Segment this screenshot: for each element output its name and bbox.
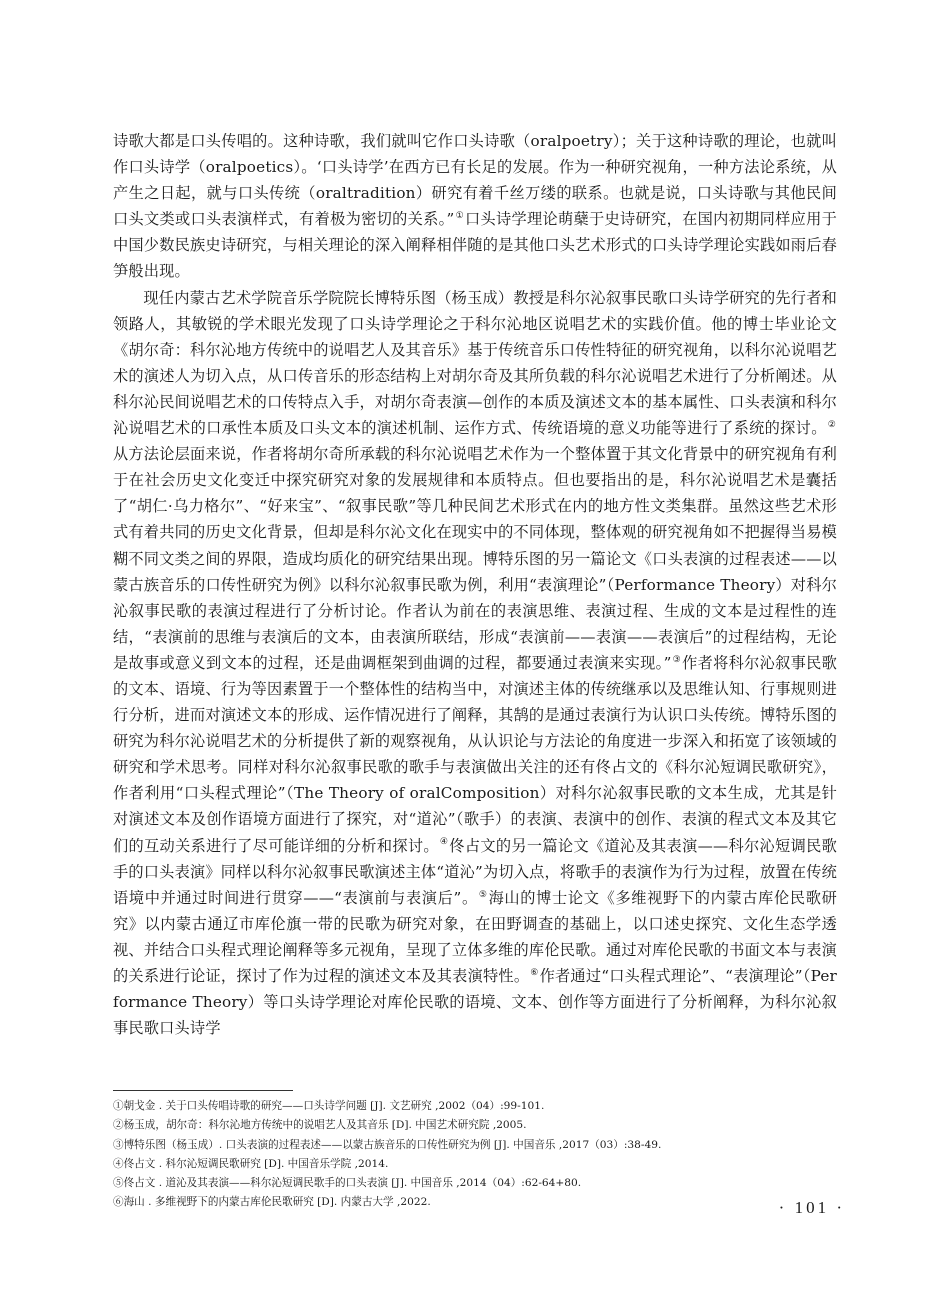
footnote-item: ②杨玉成，胡尔奇：科尔沁地方传统中的说唱艺人及其音乐 [D]. 中国艺术研究院 ,2005. [113,1119,527,1132]
footnote-item: ④佟占文 . 科尔沁短调民歌研究 [D]. 中国音乐学院 ,2014. [113,1157,389,1170]
paragraph-text: 口头诗学理论萌蘖于史诗研究，在国内初期同样应用于中国少数民族史诗研究，与相关理论的深入阐释相伴随的是其他口头艺术形式的口头诗学理论实践如雨后春笋般出现。 [113,210,837,281]
footnote-marker[interactable]: ③ [672,654,682,665]
body-paragraph [113,285,837,1042]
footnote-divider [113,1090,293,1091]
footnote-item: ⑥海山 . 多维视野下的内蒙古库伦民歌研究 [D]. 内蒙古大学 ,2022. [113,1196,431,1209]
paragraph-text: 佟占文的另一篇论文《道沁及其表演——科尔沁短调民歌手的口头表演》同样以科尔沁叙事民歌演述主体“道沁”为切入点，将歌手的表演作为行为过程，放置在传统语境中并通过时间进行贯穿——“表演前与表演后”。 [113,836,837,907]
paragraph-text: 海山的博士论文《多维视野下的内蒙古库伦民歌研究》以内蒙古通辽市库伦旗一带的民歌为研究对象，在田野调查的基础上，以口述史探究、文化生态学透视、并结合口头程式理论阐释等多元视角，呈现了立体多维的库伦民歌。通过对库伦民歌的书面文本与表演的关系进行论证，探讨了作为过程的演述文本及其表演特性。 [113,888,837,985]
footnote-marker[interactable]: ① [455,211,464,222]
page-number: · 101 · [778,1198,845,1217]
footnote-marker[interactable]: ⑤ [478,889,488,900]
paragraph-text: 作者通过“口头程式理论”、“表演理论”（Performance Theory）等口头诗学理论对库伦民歌的语境、文本、创作等方面进行了分析阐释，为科尔沁叙事民歌口头诗学 [113,967,838,1038]
paragraph-text: 从方法论层面来说，作者将胡尔奇所承载的科尔沁说唱艺术作为一个整体置于其文化背景中的研究视角有利于在社会历史文化变迁中探究研究对象的发展规律和本质特点。但也要指出的是，科尔沁说唱艺术是囊括了“胡仁·乌力格尔”、“好来宝”、“叙事民歌”等几种民间艺术形式在内的地方性文类集群。虽然这些艺术形式有着共同的历史文化背景，但却是科尔沁文化在现实中的不同体现，整体观的研究视角如不把握得当易模糊不同文类之间的界限，造成均质化的研究结果出现。博特乐图的另一篇论文《口头表演的过程表述——以蒙古族音乐的口传性研究为例》以科尔沁叙事民歌为例，利用“表演理论”（Performance Theory）对科尔沁叙事民歌的表演过程进行了分析讨论。作者认为前在的表演思维、表演过程、生成的文本是过程性的连结，“表演前的思维与表演后的文本，由表演所联结，形成“表演前——表演——表演后”的过程结构，无论是故事或意义到文本的过程，还是曲调框架到曲调的过程，都要通过表演来实现。” [113,445,837,672]
paragraph-text: 诗歌大都是口头传唱的。这种诗歌，我们就叫它作口头诗歌（oralpoetry）；关于这种诗歌的理论，也就叫作口头诗学（oralpoetics）。‘口头诗学’在西方已有长足的发展。作为一种研究视角，一种方法论系统，从产生之日起，就与口头传统（oraltradition）研究有着千丝万缕的联系。也就是说，口头诗歌与其他民间口头文类或口头表演样式，有着极为密切的关系。” [113,132,837,229]
footnote-item: ⑤佟占文 . 道沁及其表演——科尔沁短调民歌手的口头表演 [J]. 中国音乐 ,2014（04）:62-64+80. [113,1177,582,1190]
footnote-list [113,1097,837,1213]
footnote-marker[interactable]: ② [827,419,836,430]
footnote-marker[interactable]: ⑥ [530,967,539,978]
body-paragraph [113,128,837,285]
article-body [113,128,837,1041]
footnote-marker[interactable]: ④ [439,837,449,848]
paragraph-text: 作者将科尔沁叙事民歌的文本、语境、行为等因素置于一个整体性的结构当中，对演述主体的传统继承以及思维认知、行事规则进行分析，进而对演述文本的形成、运作情况进行了阐释，其鹄的是通过表演行为认识口头传统。博特乐图的研究为科尔沁说唱艺术的分析提供了新的观察视角，从认识论与方法论的角度进一步深入和拓宽了该领域的研究和学术思考。同样对科尔沁叙事民歌的歌手与表演做出关注的还有佟占文的《科尔沁短调民歌研究》，作者利用“口头程式理论”（The Theory of oralComposition）对科尔沁叙事民歌的文本生成，尤其是针对演述文本及创作语境方面进行了探究，对“道沁”（歌手）的表演、表演中的创作、表演的程式文本及其它们的互动关系进行了尽可能详细的分析和探讨。 [113,653,837,855]
paragraph-text: 现任内蒙古艺术学院音乐学院院长博特乐图（杨玉成）教授是科尔沁叙事民歌口头诗学研究的先行者和领路人，其敏锐的学术眼光发现了口头诗学理论之于科尔沁地区说唱艺术的实践价值。他的博士毕业论文《胡尔奇：科尔沁地方传统中的说唱艺人及其音乐》基于传统音乐口传性特征的研究视角，以科尔沁说唱艺术的演述人为切入点，从口传音乐的形态结构上对胡尔奇及其所负载的科尔沁说唱艺术进行了分析阐述。从科尔沁民间说唱艺术的口传特点入手，对胡尔奇表演—创作的本质及演述文本的基本属性、口头表演和科尔沁说唱艺术的口承性本质及口头文本的演述机制、运作方式、传统语境的意义功能等进行了系统的探讨。 [113,288,837,438]
footnote-item: ①朝戈金 . 关于口头传唱诗歌的研究——口头诗学问题 [J]. 文艺研究 ,2002（04）:99-101. [113,1100,545,1112]
footnote-item: ③博特乐图（杨玉成）. 口头表演的过程表述——以蒙古族音乐的口传性研究为例 [J]. 中国音乐 ,2017（03）:38-49. [113,1138,662,1151]
